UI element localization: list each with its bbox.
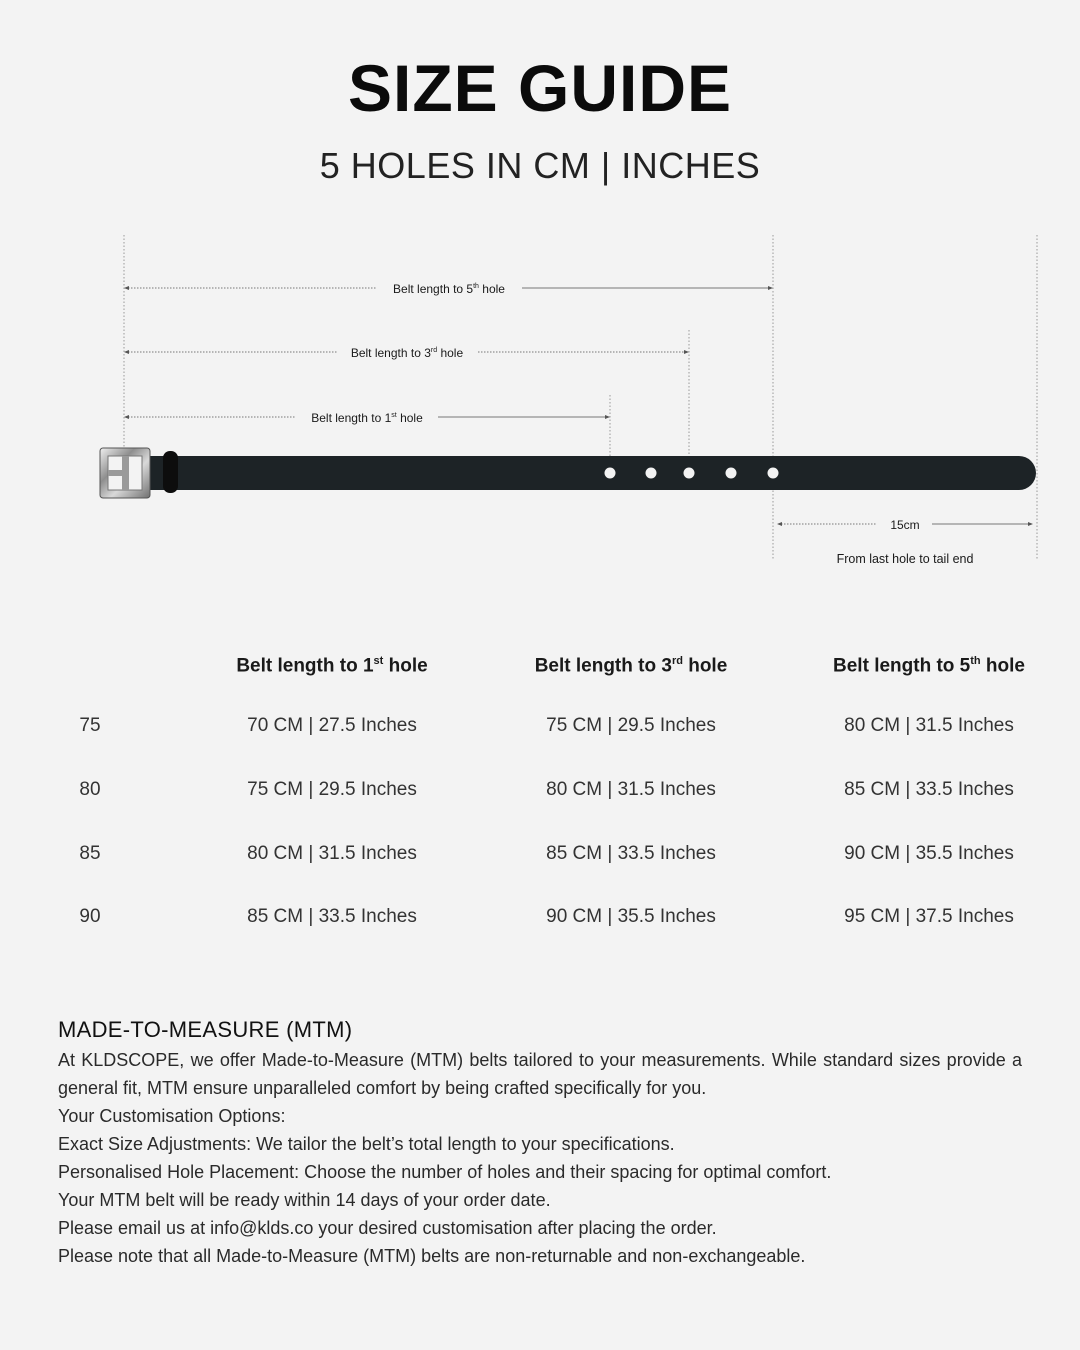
belt-strap (140, 456, 1036, 490)
hole3-cell: 90 CM | 35.5 Inches (546, 906, 716, 927)
size-cell: 75 (79, 715, 101, 736)
belt-hole-icon (684, 468, 695, 479)
hole5-cell: 95 CM | 37.5 Inches (844, 906, 1014, 927)
hole5-cell: 85 CM | 33.5 Inches (844, 779, 1014, 800)
mtm-section (58, 1014, 1022, 1270)
column-header-5th-hole: Belt length to 5th hole (833, 655, 1025, 677)
page-title: SIZE GUIDE (347, 51, 733, 125)
hole1-cell: 70 CM | 27.5 Inches (247, 715, 417, 736)
belt-hole-icon (768, 468, 779, 479)
hole1-cell: 75 CM | 29.5 Inches (247, 779, 417, 800)
mtm-intro: At KLDSCOPE, we offer Made-to-Measure (MTM) belts tailored to your measurements. While standard sizes provide a general fit, MTM ensure unparalleled comfort by being crafted specifically for you. (58, 1050, 1022, 1098)
column-header-3rd-hole: Belt length to 3rd hole (534, 655, 728, 677)
mtm-email: Please email us at info@klds.co your desired customisation after placing the order. (58, 1218, 717, 1238)
table-row (0, 770, 1080, 810)
belt-keeper (163, 451, 178, 493)
size-cell: 90 (79, 906, 101, 927)
belt-hole-icon (605, 468, 616, 479)
measure-arrow-1st (124, 411, 610, 425)
mtm-option-size: Exact Size Adjustments: We tailor the belt’s total length to your specifications. (58, 1134, 675, 1154)
belt-hole-icon (646, 468, 657, 479)
tail-caption: From last hole to tail end (836, 552, 974, 566)
page-subtitle: 5 HOLES IN CM | INCHES (319, 145, 761, 186)
hole3-cell: 85 CM | 33.5 Inches (546, 843, 716, 864)
label-belt-length-5th: Belt length to 5th hole (393, 282, 505, 296)
hole1-cell: 80 CM | 31.5 Inches (247, 843, 417, 864)
column-header-1st-hole: Belt length to 1st hole (236, 655, 428, 677)
label-belt-length-3rd: Belt length to 3rd hole (350, 346, 464, 360)
table-row (0, 834, 1080, 874)
belt-hole-icon (726, 468, 737, 479)
hole5-cell: 90 CM | 35.5 Inches (844, 843, 1014, 864)
tail-measure-label: 15cm (890, 518, 920, 532)
belt-diagram (0, 220, 1080, 590)
hole3-cell: 75 CM | 29.5 Inches (546, 715, 716, 736)
mtm-option-holes: Personalised Hole Placement: Choose the number of holes and their spacing for optimal comfort. (58, 1162, 832, 1182)
table-row (0, 897, 1080, 937)
buckle-icon (100, 448, 150, 498)
table-row (0, 706, 1080, 746)
mtm-ready: Your MTM belt will be ready within 14 days of your order date. (58, 1190, 551, 1210)
measure-arrow-5th (124, 282, 773, 296)
measure-arrow-3rd (124, 346, 689, 360)
size-cell: 80 (79, 779, 101, 800)
mtm-note: Please note that all Made-to-Measure (MTM) belts are non-returnable and non-exchangeable. (58, 1246, 806, 1266)
hole3-cell: 80 CM | 31.5 Inches (546, 779, 716, 800)
mtm-options-heading: Your Customisation Options: (58, 1106, 286, 1126)
mtm-title: MADE-TO-MEASURE (MTM) (58, 1017, 353, 1042)
label-belt-length-1st: Belt length to 1st hole (311, 411, 423, 425)
measure-arrow-tail (777, 518, 1033, 532)
hole5-cell: 80 CM | 31.5 Inches (844, 715, 1014, 736)
hole1-cell: 85 CM | 33.5 Inches (247, 906, 417, 927)
size-cell: 85 (79, 843, 101, 864)
